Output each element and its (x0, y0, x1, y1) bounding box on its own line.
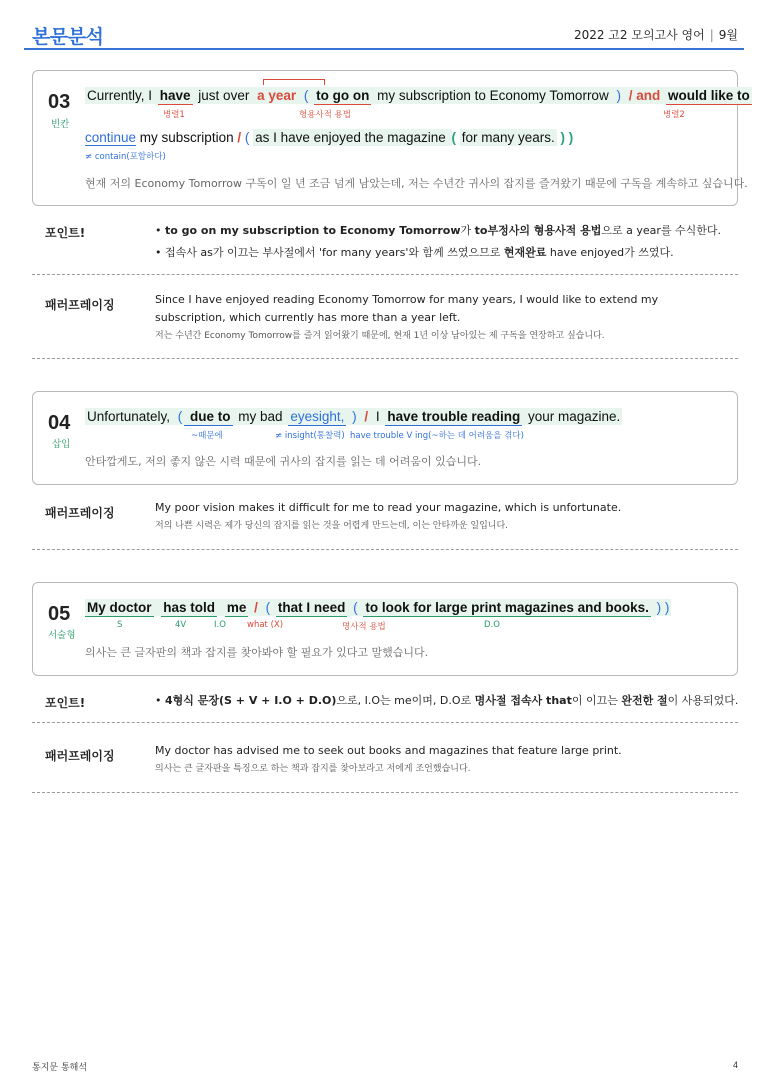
sentence-text: as I have enjoyed the magazine (255, 130, 450, 145)
paren-open: ( (241, 130, 254, 145)
sentence-number: 04 (48, 412, 71, 434)
verb-would-like-to: would like to (667, 88, 750, 103)
modifier-arrow (263, 79, 325, 85)
sentence-text: my subscription to Economy Tomorrow (373, 88, 613, 103)
paren-open: ( (451, 130, 460, 145)
bold-text: 명사절 접속사 that (474, 694, 572, 707)
sentence-text: for many years. (461, 130, 555, 145)
section-divider (32, 722, 738, 723)
paren-close: ) ) (652, 600, 670, 615)
page-title: 본문분석 (32, 26, 104, 48)
sentence-text: Unfortunately, (87, 409, 174, 424)
sentence-text: Currently, I (87, 88, 156, 103)
paren-open: ( (265, 600, 274, 615)
question-type-tag: 삽입 (52, 439, 71, 450)
paraphrase-english: Since I have enjoyed reading Economy Tomorrow for many years, I would like to extend my subscription, which currently has more than a year left. (155, 293, 659, 324)
paraphrase-label: 패러프레이징 (45, 506, 115, 520)
paraphrase-block (155, 742, 730, 776)
sentence-card-04 (32, 391, 738, 485)
note-noun-use: 명사적 용법 (342, 622, 386, 632)
phrase-due-to: due to (186, 409, 231, 424)
paraphrase-label: 패러프레이징 (45, 298, 115, 312)
point-bullet: • 4형식 문장(S + V + I.O + D.O)으로, I.O는 me이며, D.O로 명사절 접속사 that이 이끄는 완전한 절이 사용되었다. (155, 694, 739, 707)
korean-translation: 현재 저의 Economy Tomorrow 구독이 일 년 조금 넘게 남았는데, 저는 수년간 귀사의 잡지를 즐겨왔기 때문에 구독을 계속하고 싶습니다. (85, 177, 748, 190)
sentence-text: my subscription (136, 130, 238, 145)
sentence-number: 05 (48, 603, 71, 625)
point-text: 으로 a year를 수식한다. (601, 224, 722, 237)
verb-continue: continue (85, 130, 137, 145)
note-contain: ≠ contain(포함하다) (85, 152, 166, 162)
note-direct-object: D.O (484, 620, 500, 630)
note-adjective-use: 형용사적 용법 (299, 110, 351, 120)
sentence-text: just over (194, 88, 254, 103)
word-eyesight: eyesight, (290, 409, 345, 424)
phrase-have-trouble: have trouble reading (387, 409, 521, 424)
phrase-to-go-on: to go on (316, 88, 370, 103)
slash: / (250, 600, 262, 615)
indirect-object-me: me (226, 600, 247, 615)
sentence-line-1 (85, 88, 752, 103)
korean-translation: 의사는 큰 글자판의 책과 잡지를 찾아봐야 할 필요가 있다고 말했습니다. (85, 646, 429, 659)
sentence-card-05 (32, 582, 738, 676)
question-type-tag: 서술형 (48, 630, 76, 641)
subject-my-doctor: My doctor (87, 600, 152, 615)
paraphrase-korean: 저의 나쁜 시력은 제가 당신의 잡지를 읽는 것을 어렵게 만드는데, 이는 안타까운 일입니다. (155, 521, 509, 531)
sentence-text: I (375, 409, 384, 424)
note-indirect-object: I.O (214, 620, 226, 630)
paraphrase-english: My poor vision makes it difficult for me to read your magazine, which is unfortunate. (155, 501, 622, 514)
paren-open: ( (349, 600, 362, 615)
point-text: 접속사 as가 이끄는 부사절에서 'for many years'와 함께 쓰였으므로 (165, 246, 504, 259)
korean-translation: 안타깝게도, 저의 좋지 않은 시력 때문에 귀사의 잡지를 읽는 데 어려움이 있습니다. (85, 455, 482, 468)
point-bullet: • to go on my subscription to Economy Tomorrow가 to부정사의 형용사적 용법으로 a year를 수식한다. (155, 224, 722, 237)
note-parallel2: 병렬2 (663, 110, 685, 120)
page-number: 4 (732, 1060, 738, 1070)
paraphrase-label: 패러프레이징 (45, 749, 115, 763)
paraphrase-block (155, 499, 730, 533)
sentence-text: my bad (234, 409, 287, 424)
paraphrase-korean: 저는 수년간 Economy Tomorrow를 즐겨 읽어왔기 때문에, 현재 1년 이상 남아있는 제 구독을 연장하고 싶습니다. (155, 331, 605, 341)
sentence-line-1 (85, 409, 622, 424)
clause-that-i-need: that I need (277, 600, 346, 615)
page-header (0, 0, 768, 50)
paren-close: ) (348, 409, 357, 424)
footer-title: 통지문 통해석 (32, 1063, 88, 1073)
note-verb: 4V (175, 620, 187, 630)
point-text: have enjoyed가 쓰였다. (546, 246, 674, 259)
paraphrase-korean: 의사는 큰 글자판을 특징으로 하는 책과 잡지를 찾아보라고 저에게 조언했습니다. (155, 764, 471, 774)
note-insight: ≠ insight(통찰력) (275, 431, 345, 441)
verb-has-told: has told (163, 600, 216, 615)
sentence-text: your magazine. (524, 409, 621, 424)
paren-open: ( (300, 88, 313, 103)
paren-close: ) ) (556, 130, 574, 145)
section-divider (32, 549, 738, 550)
noun-a-year: a year (257, 88, 297, 103)
bold-text: 현재완료 (503, 246, 547, 259)
point-label: 포인트! (45, 226, 86, 240)
paren-open: ( (177, 409, 183, 424)
paraphrase-block (155, 291, 730, 343)
sentence-card-03 (32, 70, 750, 206)
paraphrase-english: My doctor has advised me to seek out books and magazines that feature large print. (155, 744, 622, 757)
exam-month: 9월 (718, 28, 738, 42)
question-type-tag: 빈칸 (51, 119, 70, 130)
point-bullet: • 접속사 as가 이끄는 부사절에서 'for many years'와 함께 쓰였으므로 현재완료 have enjoyed가 쓰였다. (155, 246, 674, 259)
section-divider (32, 358, 738, 359)
exam-name: 2022 고2 모의고사 영어 (573, 28, 705, 42)
slash: / (360, 409, 372, 424)
section-divider (32, 792, 738, 793)
sentence-line-2 (85, 130, 573, 145)
point-text: 이 이끄는 (571, 694, 622, 707)
note-parallel1: 병렬1 (163, 110, 185, 120)
point-text: 으로, I.O는 me이며, D.O로 (336, 694, 475, 707)
paren-close: ) (616, 88, 621, 103)
slash: / (237, 130, 242, 145)
note-because: ~때문에 (191, 431, 223, 441)
bold-text: to부정사의 형용사적 용법 (474, 224, 602, 237)
note-have-trouble: have trouble V ing(~하는 데 어려움을 겪다) (350, 431, 524, 441)
slash-and: / and (624, 88, 664, 103)
sentence-line-1 (85, 600, 671, 615)
bold-text: to go on my subscription to Economy Tomorrow (165, 224, 461, 237)
note-what: what (X) (247, 620, 284, 630)
sentence-number: 03 (48, 91, 71, 113)
phrase-to-look-for: to look for large print magazines and books. (365, 600, 649, 615)
note-subject: S (117, 620, 123, 630)
header-rule (24, 48, 744, 50)
point-text: 이 사용되었다. (667, 694, 739, 707)
bold-text: 완전한 절 (621, 694, 668, 707)
exam-info (574, 26, 738, 43)
verb-have: have (159, 88, 191, 103)
bold-text: 4형식 문장(S + V + I.O + D.O) (165, 694, 337, 707)
point-text: 가 (460, 224, 475, 237)
point-label: 포인트! (45, 696, 86, 710)
section-divider (32, 274, 738, 275)
header-separator: | (709, 28, 714, 42)
